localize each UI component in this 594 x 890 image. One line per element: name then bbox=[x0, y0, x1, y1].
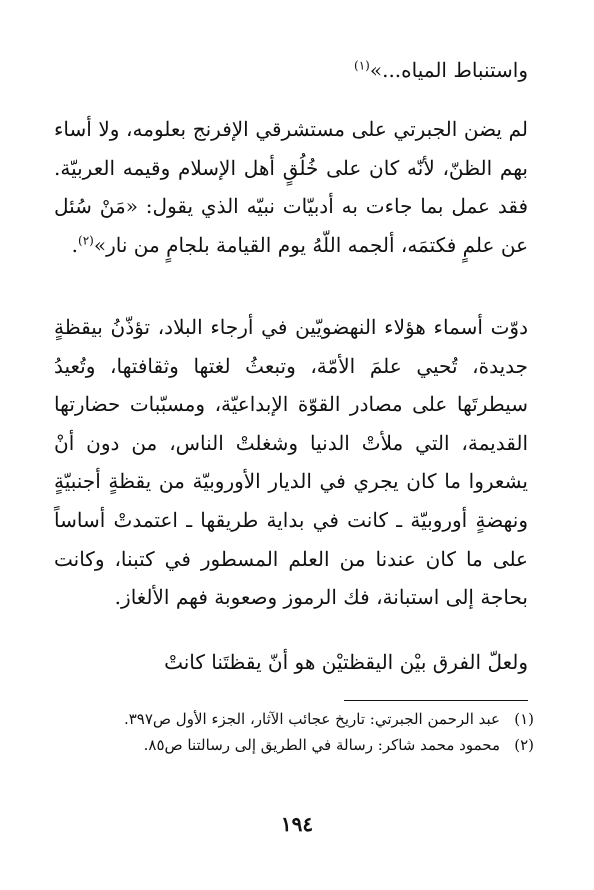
footnote-number: (٢) bbox=[514, 736, 534, 754]
footnote-separator bbox=[344, 700, 528, 701]
footnote-ref-1: (١) bbox=[354, 58, 370, 73]
paragraph-1-text: لم يضن الجبرتي على مستشرقي الإفرنج بعلومه، ولا أساء بهم الظنّ، لأنّه كان على خُلُقٍ أهل الإسلام وقيمه العربيّة. فقد عمل بما جاءت به أدبيّات نبيّه الذي يقول: «مَنْ سُئل عن علمٍ فكتمَه، ألجمه اللّهُ يوم القيامة بلجامٍ من نار» bbox=[54, 117, 528, 257]
paragraph-3: ولعلّ الفرق بيْن اليقظتيْن هو أنّ يقظتَنا كانتْ bbox=[164, 650, 528, 674]
page-number: ١٩٤ bbox=[280, 812, 314, 836]
paragraph-1-end: . bbox=[71, 232, 79, 257]
footnote-2 bbox=[54, 732, 534, 758]
paragraph-2: دوّت أسماء هؤلاء النهضويّين في أرجاء البلاد، تؤذّنُ بيقظةٍ جديدة، تُحيي علمَ الأمّة، وتبعثُ لغتها وثقافتها، وتُعيدُ سيطرتَها على مصادر القوّة الإبداعيّة، ومسبّبات حضارتها القديمة، التي ملأتْ الدنيا وشغلتْ الناس، من دون أنْ يشعروا ما كان يجري في الديار الأوروبيّة من يقظةٍ أجنبيّةٍ ونهضةٍ أوروبيّة ـ كانت في بداية طريقها ـ اعتمدتْ أساساً على ما كان عندنا من العلم المسطور في كتبنا، وكانت بحاجة إلى استبانة، فك الرموز وصعوبة فهم الألغاز. bbox=[54, 315, 528, 610]
continued-quote-text: واستنباط المياه...» bbox=[369, 58, 528, 82]
paragraph-1 bbox=[54, 110, 528, 264]
footnote-ref-2: (٢) bbox=[78, 232, 94, 247]
footnotes bbox=[54, 706, 534, 758]
footnote-number: (١) bbox=[514, 710, 534, 728]
footnote-text: محمود محمد شاكر: رسالة في الطريق إلى رسالتنا ص٨٥. bbox=[143, 736, 500, 754]
footnote-text: عبد الرحمن الجبرتي: تاريخ عجائب الآثار، الجزء الأول ص٣٩٧. bbox=[123, 710, 500, 728]
continued-quote-line bbox=[58, 50, 528, 90]
footnote-1 bbox=[54, 706, 534, 732]
